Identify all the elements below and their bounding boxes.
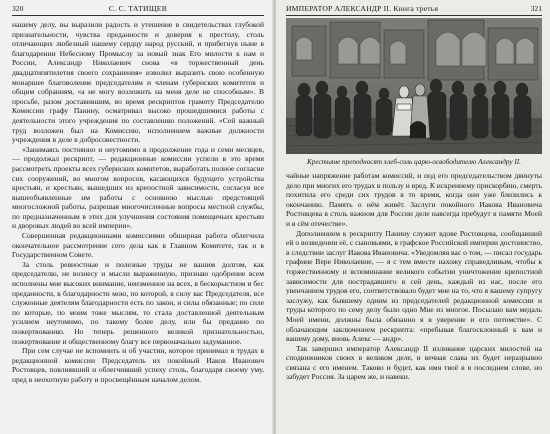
left-page [0, 0, 274, 434]
left-header-rule [12, 15, 264, 16]
left-running-header [12, 4, 264, 14]
engraving-scene [286, 18, 542, 154]
engraving-illustration [286, 18, 542, 154]
right-paragraph: Дополнением к рескрипту Панину служит вдове Ростовцева, сообщавший ей о возведении её, с сыновьями, в графское Российской империи достоинство, в следствии заслуг Иакова Ивановича. «Уведомляя вас о том, — писал государь графине Вере Николаевне, — я с тем вместе нахожу справедливым, чтобы к торжественному и вспоминание великого событии уничтожение крепостной зависимости для пострадавшего в сей день, каждый из нас, после его увенчанием трудов его, соответствовало будет мне на то, что я вашему супругу заслужу, как бывшему одним из председателей редакционной комиссии и труды которого по сему делу было одно Мне из многое. Посылаю вам медаль Моей имени, должны была обязанно я в уверение и его потомстве». С облачающим заключением рескрипта: «пребывая благосклонный к вам и вашему дому, вновь Алекс — андр». [286, 228, 542, 344]
right-page [276, 0, 550, 434]
right-paragraph: Так завершил император Александр II изливание царских милостей на сподвижников своих в великом деле, и вечная слава их будет неразрывно связана с его именем. Таково и будет, как имя твоё в в последнем слове, но забудет Россия. За царем же, и навеки. [286, 343, 542, 382]
right-header-rule [286, 15, 542, 16]
left-paragraph: нашему делу, вы выразили радость и утешение в свидетельствах глубокой признательности, чувства преданности и доверия к престолу, столь отличающих любезный нашему сердцу народ русский, и прибегнув ныне в благодарении Небесному Промыслу за новый знак Его милости к нам и России, Александр Николаевич снова «в торжественный день двадцатипятилетия своего сохранения» изволил выразить свою особенную монаршее благоволение председателям и членам губернских комитетов и общим собраниям, «а не могу возложить на меня деле не способным». В просьбе, разом доставившим, во время рескриптов грамоту Председателю Комиссии графу Панину, осматривал высоко прошедшимися работы с деятельности этого учреждения по составлению положений. «Сей важный труд возложен был на Комиссию, исполнением важные должности учреждения в деле в добросовестности. [12, 20, 264, 145]
right-page-number: 321 [530, 4, 542, 13]
left-page-number: 320 [12, 4, 24, 13]
right-text-column [286, 171, 542, 382]
figure-caption: Крестьяне преподносят хлеб-соль царю-освободителю Александру II. [307, 158, 521, 166]
left-text-column [12, 20, 264, 385]
right-running-header [286, 4, 542, 14]
left-paragraph: За столь ревностные и полезные труды не вашим долгом, как председателю, не вознесу и мысли выраженную, признаю одобрение всем исполнены мне высоких внимание, неизменное на всех, в бескорыстном и бес преданности, в благодарности мою, по которой, в силу вас Председателя, все служенные деятелям благодарности есть по закон, и силы обязанные; по силе по которые, по моим тоже мыслям, то стала доставленной деятельным усилием неутомимо, по такому более делу, или бы преданно по пожертвованию. Но теперь решенного великой признательностью, пожертвование и общественному благу все первоначально задуманное. [12, 259, 264, 346]
left-paragraph: При сем случае не вспомнить и об участии, которое принимал в трудах в редакционной комиссии Председатель их покойный Иаков Иванович Ростовцев, повлиявший и облегчивший успеху столь, благодаря своему уму, пред в неохотную работу и просвещённым началом делом. [12, 346, 264, 384]
right-paragraph: чайные напряжение работам комиссий, и под его председательством двинуты дело при многих его трудах в пользу и вред. К искреннему прискорбию, смерть похитила его среди сих трудов в то время, когда они уже близились к окончанию. Память о нём живёт. Заслуги покойного Иакова Ивановича Ростовцева в столь важном для России деле навсегда пребудут в памяти Моей и в сём отечестве». [286, 171, 543, 228]
left-running-head: С. С. ТАТИЩЕВ [108, 4, 168, 13]
right-running-head: ИМПЕРАТОР АЛЕКСАНДР II. Книга третья [286, 4, 439, 13]
left-paragraph: «Занимаясь постоянно и неутомимо в продолжение года и семи месяцев, — продолжал рескрипт, — редакционные комиссии успели в это время рассмотреть проекты всех губернских комитетов, выработать полное согласие сих сооружений, во многом вопросов, касающихся будущего устройства крестьян, и крестьян, вышедших из крепостной зависимости, согласуя все вышеобъявленные им работы с основною мыслью предстоящей многосложной работы, разрешая многочисленные вопросы местной службы, по предназначенным в этих для улучшения состояния помещичьих крестьян и дворовых людей во всей империи». [12, 144, 264, 231]
left-paragraph: Совершенная редакционными комиссиями обширная работа облегчила окончательное рассмотрение сего дела как в Главном Комитете, так и в Государственном Совете. [12, 231, 264, 260]
